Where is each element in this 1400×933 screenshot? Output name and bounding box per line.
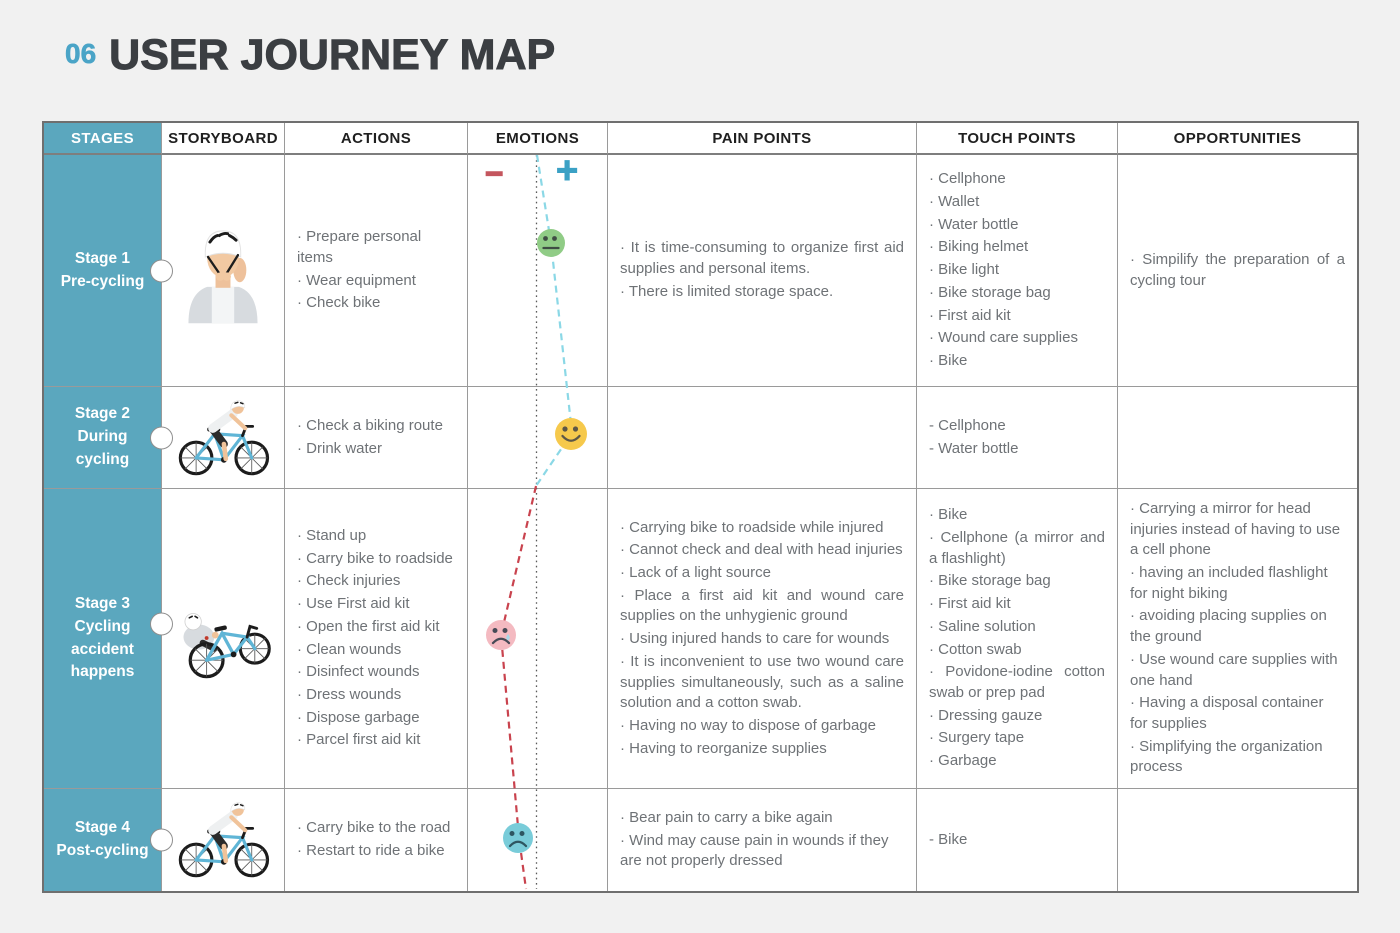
list-item: Stage 4 bbox=[74, 819, 131, 837]
list-item: · Water bottle bbox=[929, 215, 1019, 233]
pain-points-cell-3 bbox=[608, 489, 917, 789]
opportunities-cell-4 bbox=[1118, 789, 1357, 891]
opportunities-cell-3 bbox=[1118, 489, 1357, 789]
emotions-cell-2 bbox=[468, 387, 608, 489]
list-item: Stage 2 bbox=[74, 405, 131, 423]
list-item: · Simplifying the organization process bbox=[1130, 737, 1323, 776]
storyboard-cell-3 bbox=[162, 489, 285, 789]
list-item: · Simpilify the preparation of a cycling tour bbox=[1130, 250, 1345, 289]
stage-cell-2 bbox=[44, 387, 162, 489]
list-item: Cycling bbox=[74, 617, 131, 635]
list-item: · Disinfect wounds bbox=[297, 663, 420, 681]
stage-node-3 bbox=[150, 612, 173, 635]
list-item: Post-cycling bbox=[56, 842, 149, 859]
list-item: · It is inconvenient to use two wound care supplies simultaneously, such as a saline solution and a cotton swab. bbox=[620, 652, 904, 712]
list-item: · Lack of a light source bbox=[620, 564, 771, 582]
fallen-cyclist-with-bike-illustration bbox=[170, 594, 276, 684]
list-item: · Garbage bbox=[929, 751, 997, 769]
list-item: - Cellphone bbox=[929, 416, 1006, 434]
list-item: · Having to reorganize supplies bbox=[620, 739, 827, 757]
storyboard-cell-2 bbox=[162, 387, 285, 489]
stage-node-2 bbox=[150, 426, 173, 449]
header-storyboard: STORYBOARD bbox=[162, 123, 285, 155]
header-emotions: EMOTIONS bbox=[468, 123, 608, 155]
opportunities-cell-1 bbox=[1118, 155, 1357, 387]
list-item: Stage 3 bbox=[74, 594, 131, 612]
list-item: · Check a biking route bbox=[297, 416, 443, 434]
list-item: · Restart to ride a bike bbox=[297, 842, 445, 859]
list-item: · Drink water bbox=[297, 439, 383, 457]
list-item: · Dress wounds bbox=[297, 685, 402, 703]
list-item: happens bbox=[70, 663, 135, 681]
list-item: · Dressing gauze bbox=[929, 706, 1043, 724]
list-item: · Cellphone (a mirror and a flashlight) bbox=[929, 529, 1105, 567]
list-item: · Wallet bbox=[929, 193, 980, 211]
person-riding-bike-illustration bbox=[172, 799, 274, 881]
stage-cell-1 bbox=[44, 155, 162, 387]
list-item: · Use First aid kit bbox=[297, 595, 410, 613]
list-item: · First aid kit bbox=[929, 595, 1011, 613]
list-item: · Having a disposal container for supplies bbox=[1130, 694, 1324, 732]
list-item: · Wound care supplies bbox=[929, 329, 1078, 347]
list-item: · Using injured hands to care for wounds bbox=[620, 630, 890, 648]
list-item: · Check injuries bbox=[297, 572, 401, 590]
header-touch-points: TOUCH POINTS bbox=[917, 123, 1118, 155]
cyclist-putting-on-helmet-illustration bbox=[181, 215, 265, 327]
touch-points-cell-3 bbox=[917, 489, 1118, 789]
actions-cell-4 bbox=[285, 789, 468, 891]
actions-cell-1 bbox=[285, 155, 468, 387]
storyboard-cell-1 bbox=[162, 155, 285, 387]
list-item: · Bike storage bag bbox=[929, 572, 1051, 590]
list-item: · Use wound care supplies with one hand bbox=[1130, 650, 1338, 689]
list-item: · Having no way to dispose of garbage bbox=[620, 716, 876, 734]
minus-icon: − bbox=[485, 156, 504, 191]
stage-node-1 bbox=[150, 259, 173, 282]
list-item: cycling bbox=[75, 450, 130, 468]
list-item: · Wear equipment bbox=[297, 271, 416, 289]
header-opportunities: OPPORTUNITIES bbox=[1118, 123, 1357, 155]
storyboard-cell-4 bbox=[162, 789, 285, 891]
list-item: · having an included flashlight for night biking bbox=[1130, 564, 1328, 602]
list-item: · Biking helmet bbox=[929, 238, 1029, 256]
stage-cell-4 bbox=[44, 789, 162, 891]
header-pain-points: PAIN POINTS bbox=[608, 123, 917, 155]
list-item: During bbox=[77, 428, 128, 446]
list-item: · Check bike bbox=[297, 294, 381, 312]
list-item: · Surgery tape bbox=[929, 729, 1025, 747]
list-item: · Bike bbox=[929, 506, 968, 524]
touch-points-cell-4 bbox=[917, 789, 1118, 891]
list-item: · Bike storage bag bbox=[929, 283, 1051, 301]
page-number: 06 bbox=[65, 38, 97, 69]
list-item: · Dispose garbage bbox=[297, 708, 420, 726]
emotions-cell-4 bbox=[468, 789, 608, 891]
header-stages: STAGES bbox=[44, 123, 162, 155]
list-item: · Bike bbox=[929, 351, 968, 369]
list-item: - Water bottle bbox=[929, 439, 1019, 457]
list-item: - Bike bbox=[929, 830, 968, 848]
list-item: · Prepare personal items bbox=[297, 228, 422, 266]
list-item: · There is limited storage space. bbox=[620, 282, 834, 300]
pain-points-cell-4 bbox=[608, 789, 917, 891]
opportunities-cell-2 bbox=[1118, 387, 1357, 489]
stage-node-4 bbox=[150, 829, 173, 852]
list-item: · Cellphone bbox=[929, 170, 1006, 188]
list-item: · Clean wounds bbox=[297, 640, 402, 658]
list-item: · Carrying bike to roadside while injured bbox=[620, 518, 884, 536]
list-item: · It is time-consuming to organize first aid supplies and personal items. bbox=[620, 239, 904, 278]
list-item: Stage 1 bbox=[74, 249, 131, 267]
list-item: accident bbox=[71, 640, 134, 658]
list-item: · Cannot check and deal with head injuries bbox=[620, 541, 903, 559]
actions-cell-3 bbox=[285, 489, 468, 789]
emotions-cell-1 bbox=[468, 150, 608, 387]
list-item: · Wind may cause pain in wounds if they are not properly dressed bbox=[620, 831, 889, 870]
journey-map-table bbox=[42, 121, 1359, 893]
stage-cell-3 bbox=[44, 489, 162, 789]
person-riding-bike-illustration bbox=[172, 397, 274, 479]
list-item: · First aid kit bbox=[929, 306, 1011, 324]
list-item: · Parcel first aid kit bbox=[297, 731, 421, 749]
list-item: · Bear pain to carry a bike again bbox=[620, 808, 833, 826]
list-item: · avoiding placing supplies on the ground bbox=[1130, 607, 1327, 646]
list-item: · Place a first aid kit and wound care supplies on the unhygienic ground bbox=[620, 586, 904, 625]
list-item: · Saline solution bbox=[929, 617, 1036, 635]
list-item: · Povidone-iodine cotton swab or prep pad bbox=[929, 663, 1105, 701]
touch-points-cell-2 bbox=[917, 387, 1118, 489]
emotions-cell-3 bbox=[468, 489, 608, 789]
pain-points-cell-2 bbox=[608, 387, 917, 489]
list-item: · Cotton swab bbox=[929, 640, 1022, 658]
list-item: · Carry bike to the road bbox=[297, 819, 451, 837]
list-item: · Stand up bbox=[297, 527, 367, 545]
page-header bbox=[65, 31, 556, 79]
plus-icon: + bbox=[556, 150, 579, 192]
header-actions: ACTIONS bbox=[285, 123, 468, 155]
actions-cell-2 bbox=[285, 387, 468, 489]
page-title: USER JOURNEY MAP bbox=[109, 31, 556, 79]
list-item: · Carry bike to roadside bbox=[297, 549, 453, 567]
list-item: Pre-cycling bbox=[60, 272, 145, 290]
list-item: · Open the first aid kit bbox=[297, 617, 440, 635]
list-item: · Carrying a mirror for head injuries instead of having to use a cell phone bbox=[1130, 500, 1341, 559]
pain-points-cell-1 bbox=[608, 155, 917, 387]
touch-points-cell-1 bbox=[917, 155, 1118, 387]
list-item: · Bike light bbox=[929, 261, 1000, 279]
